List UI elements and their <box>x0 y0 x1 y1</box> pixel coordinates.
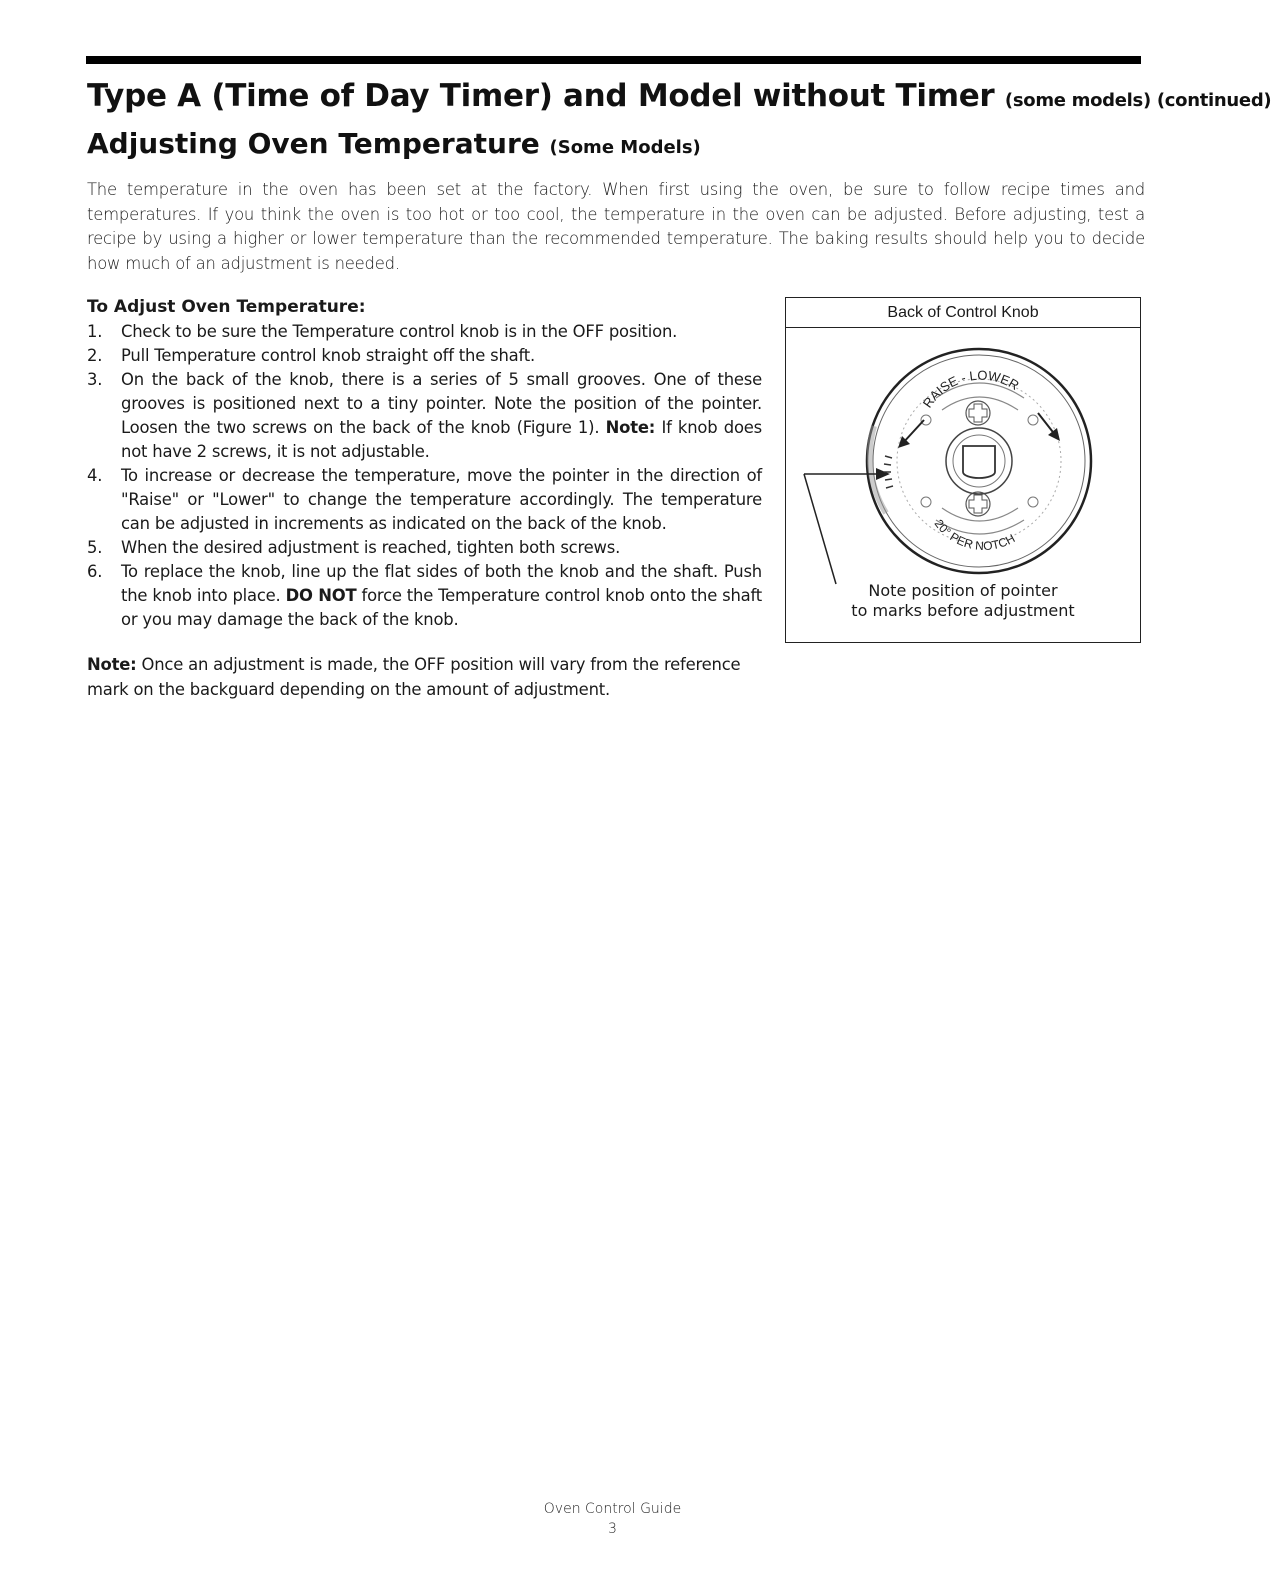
header-rule <box>86 56 1141 64</box>
intro-paragraph: The temperature in the oven has been set at the factory. When first using the oven, be sure to follow recipe times and temperatures. If you think the oven is too hot or too cool, the temperature in the oven can be adjusted. Before adjusting, test a recipe by using a higher or lower temperature than the recommended temperature. The baking results should help you to decide how much of an adjustment is needed. <box>87 180 1145 273</box>
note-paragraph: Note: Once an adjustment is made, the OFF position will vary from the reference mark on the backguard depending on the amount of adjustment. <box>87 655 741 699</box>
step-6: 6. To replace the knob, line up the flat sides of both the knob and the shaft. Push the knob into place. DO NOT force the Temperature control knob onto the shaft or you may damage the back of the knob. <box>87 562 763 629</box>
step-2: 2. Pull Temperature control knob straight off the shaft. <box>87 346 535 365</box>
page-title: Type A (Time of Day Timer) and Model without Timer (some models) (continued) <box>87 78 1271 114</box>
page-footer <box>0 1499 1225 1539</box>
page-title-sub: (some models) (continued) <box>1004 90 1271 111</box>
per-notch-label: 20° PER NOTCH <box>931 516 1018 554</box>
raise-lower-label: RAISE - LOWER <box>919 367 1022 411</box>
figure-caption: Note position of pointer to marks before adjustment <box>851 581 1075 620</box>
footer-guide-name: Oven Control Guide <box>543 1501 682 1517</box>
step-1: 1. Check to be sure the Temperature control knob is in the OFF position. <box>87 322 678 341</box>
upper-screw <box>966 401 990 425</box>
section-title: Adjusting Oven Temperature (Some Models) <box>87 127 701 160</box>
page-number: 3 <box>608 1521 617 1537</box>
knob-figure <box>785 297 1141 643</box>
step-3: 3. On the back of the knob, there is a series of 5 small grooves. One of these grooves is positioned next to a tiny pointer. Note the position of the pointer. Loosen the two screws on the back of the knob (Figure 1). Note: If knob does not have 2 screws, it is not adjustable. <box>87 370 762 461</box>
section-title-sub: (Some Models) <box>549 137 701 158</box>
pointer-arrow-icon <box>876 468 890 480</box>
step-4: 4. To increase or decrease the temperature, move the pointer in the direction of "Raise" or "Lower" to change the temperature accordingly. The temperature can be adjusted in increments as indicated on the back of the knob. <box>87 466 762 533</box>
shaft-hub <box>946 428 1012 494</box>
procedure-title: To Adjust Oven Temperature: <box>87 297 366 317</box>
figure-title: Back of Control Knob <box>786 298 1140 328</box>
procedure-steps <box>87 320 762 632</box>
step-5: 5. When the desired adjustment is reached, tighten both screws. <box>87 538 621 557</box>
groove-marks <box>884 456 893 488</box>
caption-leader-line <box>804 474 836 584</box>
lower-arrow-icon <box>1048 428 1060 441</box>
lower-screw <box>966 492 990 516</box>
